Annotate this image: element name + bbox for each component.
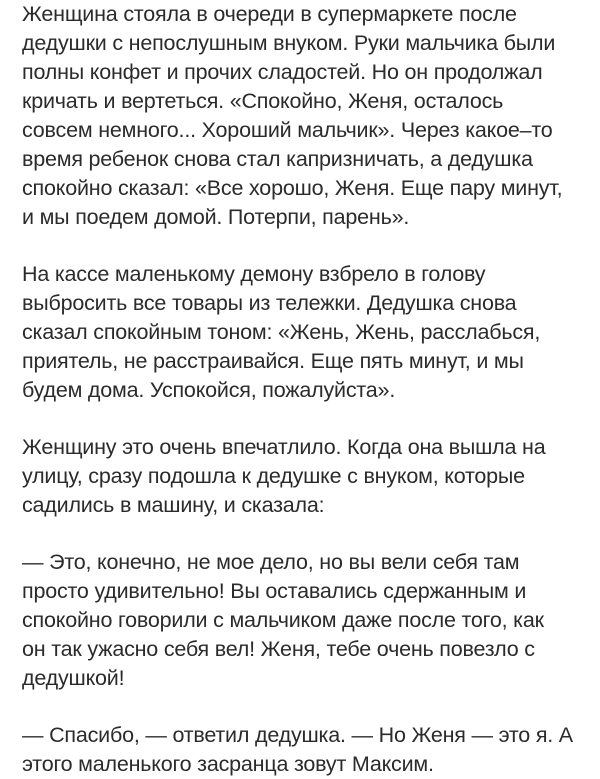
text-line: сказал спокойным тоном: «Жень, Жень, расслабься, <box>22 320 541 344</box>
text-line: кричать и вертеться. «Спокойно, Женя, осталось <box>22 89 504 113</box>
paragraph-1 <box>22 0 590 232</box>
paragraph-2 <box>22 260 590 405</box>
paragraph-4 <box>22 548 590 693</box>
text-line: Женщина стояла в очереди в супермаркете после <box>22 2 517 26</box>
text-line: будем дома. Успокойся, пожалуйста». <box>22 378 396 402</box>
text-line: — Спасибо, — ответил дедушка. — Но Женя — это я. А <box>22 723 573 747</box>
text-line: совсем немного... Хороший мальчик». Через какое–то <box>22 118 553 142</box>
text-line: садились в машину, и сказала: <box>22 493 325 517</box>
text-line: этого маленького засранца зовут Максим. <box>22 752 434 776</box>
text-line: На кассе маленькому демону взбрело в голову <box>22 262 486 286</box>
text-line: полны конфет и прочих сладостей. Но он продолжал <box>22 60 543 84</box>
text-line: дедушки с непослушным внуком. Руки мальчика были <box>22 31 556 55</box>
text-line: — Это, конечно, не мое дело, но вы вели себя там <box>22 550 520 574</box>
text-line: и мы поедем домой. Потерпи, парень». <box>22 205 410 229</box>
text-line: он так ужасно себя вел! Женя, тебе очень повезло с <box>22 637 535 661</box>
text-line: приятель, не расстраивайся. Еще пять минут, и мы <box>22 349 524 373</box>
text-line: просто удивительно! Вы оставались сдержанным и <box>22 579 527 603</box>
story-text <box>22 0 590 779</box>
text-line: дедушкой! <box>22 666 125 690</box>
text-line: время ребенок снова стал капризничать, а дедушка <box>22 147 533 171</box>
paragraph-5 <box>22 721 590 779</box>
paragraph-3 <box>22 433 590 520</box>
text-line: улицу, сразу подошла к дедушке с внуком, которые <box>22 464 525 488</box>
text-line: спокойно говорили с мальчиком даже после того, как <box>22 608 544 632</box>
text-line: спокойно сказал: «Все хорошо, Женя. Еще пару минут, <box>22 176 563 200</box>
text-line: выбросить все товары из тележки. Дедушка снова <box>22 291 517 315</box>
text-line: Женщину это очень впечатлило. Когда она вышла на <box>22 435 546 459</box>
